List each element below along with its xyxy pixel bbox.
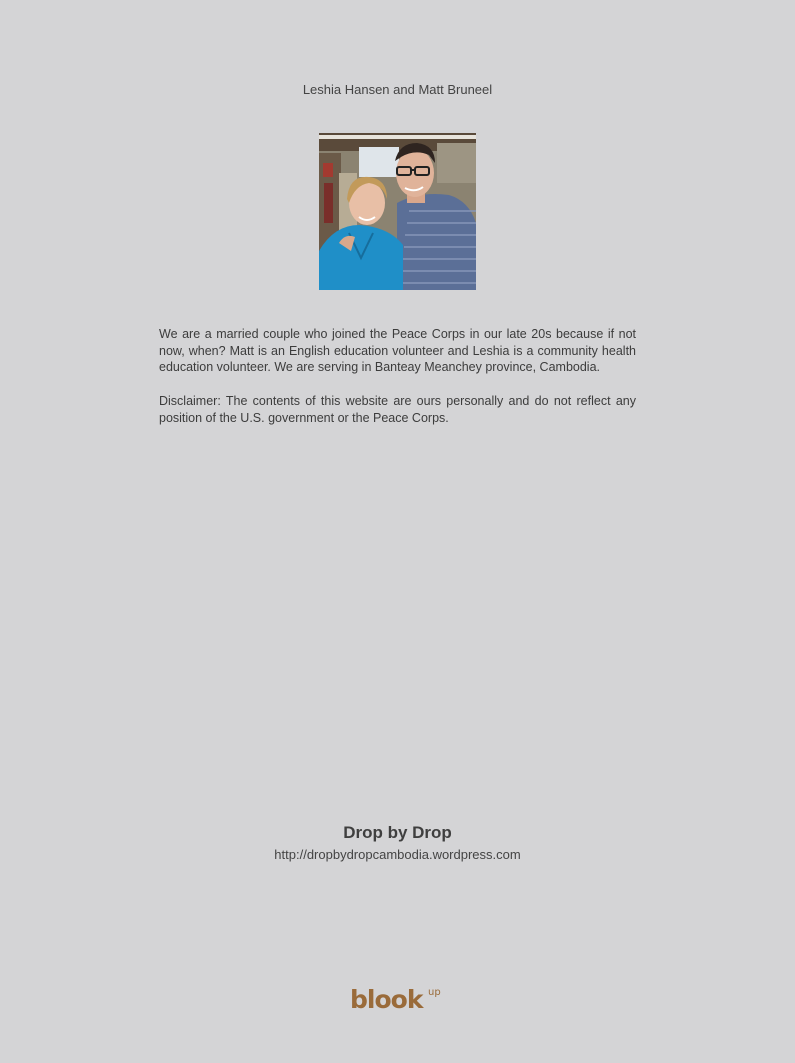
logo-wordmark: blook xyxy=(350,985,423,1014)
bio-section xyxy=(159,326,636,443)
bio-paragraph: We are a married couple who joined the Peace Corps in our late 20s because if not now, when? Matt is an English education volunteer and Leshia is a community health education volunteer. We are serving in Banteay Meanchey province, Cambodia. xyxy=(159,327,636,375)
blog-title: Drop by Drop xyxy=(343,823,452,842)
logo-superscript: up xyxy=(428,987,441,998)
blog-url[interactable]: http://dropbydropcambodia.wordpress.com xyxy=(274,847,521,862)
blookup-logo xyxy=(350,985,446,1021)
couple-photo xyxy=(319,133,476,290)
disclaimer-paragraph: Disclaimer: The contents of this website are ours personally and do not reflect any position of the U.S. government or the Peace Corps. xyxy=(159,393,636,425)
author-names: Leshia Hansen and Matt Bruneel xyxy=(302,82,493,97)
